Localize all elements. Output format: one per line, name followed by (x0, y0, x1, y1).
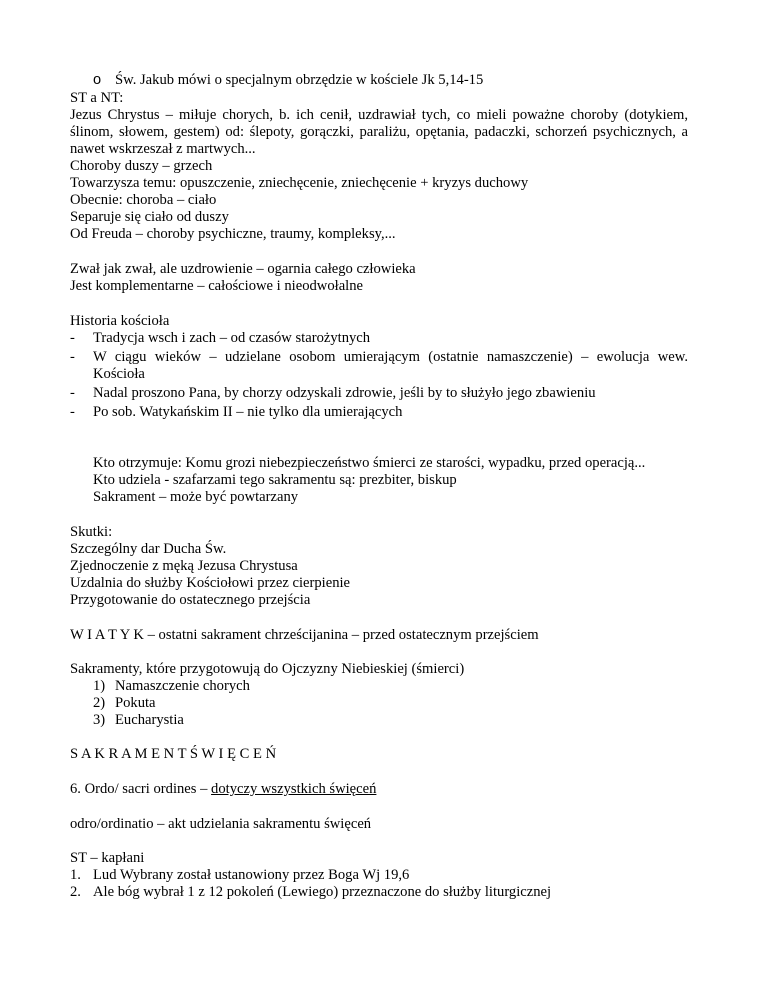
text-line: Sakramenty, które przygotowują do Ojczyzny Niebieskiej (śmierci) (70, 661, 465, 677)
text-line: Towarzysza temu: opuszczenie, zniechęcenie, zniechęcenie + kryzys duchowy (70, 175, 529, 191)
text-span: 6. Ordo/ sacri ordines – (70, 781, 212, 797)
section-heading: S A K R A M E N T Ś W I Ę C E Ń (70, 746, 277, 762)
bullet-dash: - (70, 349, 75, 365)
list-item: Tradycja wsch i zach – od czasów starożytnych (93, 330, 371, 346)
section-heading: Skutki: (70, 524, 113, 540)
text-line: Zjednoczenie z męką Jezusa Chrystusa (70, 558, 298, 574)
text-line: Obecnie: choroba – ciało (70, 192, 217, 208)
text-line: Zwał jak zwał, ale uzdrowienie – ogarnia całego człowieka (70, 261, 416, 277)
paragraph-line: ślinom, słowem, gestem) od: ślepoty, gorączki, paraliżu, opętania, padaczki, schorzeń psychicznych, a (70, 124, 688, 140)
paragraph-line: Jezus Chrystus – miłuje chorych, b. ich cenił, uzdrawiał tych, co mieli poważne choroby (dotykiem, (70, 107, 688, 123)
underlined-text: dotyczy wszystkich święceń (211, 781, 377, 797)
list-item: Kościoła (93, 366, 145, 382)
text-line: Separuje się ciało od duszy (70, 209, 229, 225)
list-item: Ale bóg wybrał 1 z 12 pokoleń (Lewiego) przeznaczone do służby liturgicznej (93, 884, 552, 900)
text-line (70, 781, 376, 798)
text-line: Św. Jakub mówi o specjalnym obrzędzie w kościele Jk 5,14-15 (115, 72, 484, 88)
list-item: Namaszczenie chorych (115, 678, 250, 694)
paragraph-line: nawet wskrzeszał z martwych... (70, 141, 256, 157)
text-line: odro/ordinatio – akt udzielania sakramentu święceń (70, 816, 372, 832)
list-number: 3) (93, 712, 106, 728)
list-item: Nadal proszono Pana, by chorzy odzyskali zdrowie, jeśli by to służyło jego zbawieniu (93, 385, 596, 401)
list-item: Po sob. Watykańskim II – nie tylko dla umierających (93, 404, 403, 420)
text-line: Od Freuda – choroby psychiczne, traumy, kompleksy,... (70, 226, 396, 242)
list-item: Eucharystia (115, 712, 184, 728)
text-line: Szczególny dar Ducha Św. (70, 541, 227, 557)
bullet-dash: - (70, 330, 75, 346)
list-number: 2. (70, 884, 81, 900)
section-heading: ST a NT: (70, 90, 124, 106)
list-number: 1. (70, 867, 81, 883)
text-line: Przygotowanie do ostatecznego przejścia (70, 592, 311, 608)
list-number: 2) (93, 695, 106, 711)
text-line: Uzdalnia do służby Kościołowi przez cierpienie (70, 575, 351, 591)
bullet-circle: o (93, 72, 102, 88)
text-line: Sakrament – może być powtarzany (93, 489, 299, 505)
text-line: Jest komplementarne – całościowe i nieodwołalne (70, 278, 364, 294)
text-line: Choroby duszy – grzech (70, 158, 213, 174)
text-line: Kto udziela - szafarzami tego sakramentu są: prezbiter, biskup (93, 472, 457, 488)
text-line: W I A T Y K – ostatni sakrament chrześcijanina – przed ostatecznym przejściem (70, 627, 539, 643)
list-item: Lud Wybrany został ustanowiony przez Boga Wj 19,6 (93, 867, 410, 883)
section-heading: ST – kapłani (70, 850, 145, 866)
section-heading: Historia kościoła (70, 313, 170, 329)
bullet-dash: - (70, 404, 75, 420)
list-number: 1) (93, 678, 106, 694)
list-item: W ciągu wieków – udzielane osobom umierającym (ostatnie namaszczenie) – ewolucja wew. (93, 349, 688, 365)
bullet-dash: - (70, 385, 75, 401)
text-line: Kto otrzymuje: Komu grozi niebezpieczeństwo śmierci ze starości, wypadku, przed operacją... (93, 455, 646, 471)
list-item: Pokuta (115, 695, 156, 711)
